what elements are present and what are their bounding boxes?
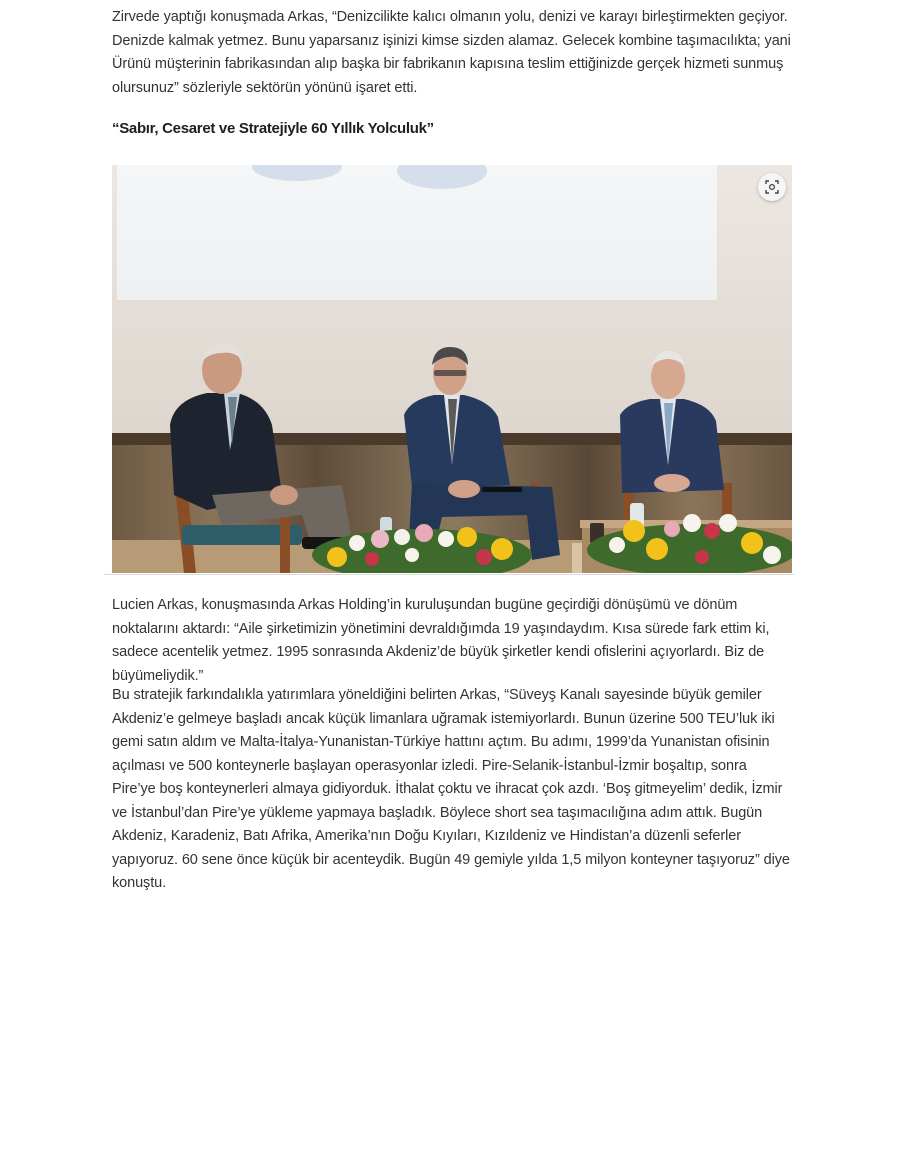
panel-photo-illustration bbox=[112, 165, 792, 573]
article-paragraph-3: Bu stratejik farkındalıkla yatırımlara yöneldiğini belirten Arkas, “Süveyş Kanalı sayesinde büyük gemiler Akdeniz’e gelmeye başladı ancak küçük limanlara uğramak istemiyorlardı. Bunun üzerine 500 TEU’luk iki gemi satın aldım ve Malta-İtalya-Yunanistan-Türkiye hattını açtım. Bu adımı, 1999’da Yunanistan ofisinin açılması ve 500 konteynerle başlayan operasyonlar izledi. Pire-Selanik-İstanbul-İzmir boşaltıp, sonra Pire’ye boş konteynerleri almaya gidiyorduk. İthalat çoktu ve ihracat çok azdı. ‘Boş gitmeyelim’ dedik, İzmir ve İstanbul’dan Pire’ye yükleme yapmaya başladık. Böylece short sea taşımacılığına adım attık. Bugün Akdeniz, Karadeniz, Batı Afrika, Amerika’nın Doğu Kıyıları, Kızıldeniz ve Hindistan’a düzenli seferler yapıyoruz. 60 sene önce küçük bir acenteydik. Bugün 49 gemiyle yılda 1,5 milyon konteyner taşıyoruz” diye konuştu. bbox=[112, 687, 790, 891]
article-paragraph-1: Zirvede yaptığı konuşmada Arkas, “Denizcilikte kalıcı olmanın yolu, denizi ve karayı birleştirmekten geçiyor. Denizde kalmak yetmez. Bunu yaparsanız işinizi kimse sizden alamaz. Gelecek kombine taşımacılıkta; yani Ürünü müşterinin fabrikasından alıp başka bir fabrikanın kapısına teslim ettiğinizde gerçek hizmeti sunmuş olursunuz” sözleriyle sektörün yönünü işaret etti. bbox=[112, 9, 791, 96]
photo-zoom-button[interactable] bbox=[758, 173, 786, 201]
article-photo bbox=[112, 165, 792, 573]
focus-zoom-icon bbox=[765, 180, 779, 194]
photo-divider bbox=[104, 574, 794, 575]
article-paragraph-2: Lucien Arkas, konuşmasında Arkas Holding’in kuruluşundan bugüne geçirdiği dönüşümü ve dönüm noktalarını aktardı: “Aile şirketimizin yönetimini devraldığımda 19 yaşındaydım. Kısa sürede fark ettim ki, sadece acentelik yetmez. 1995 sonrasında Akdeniz’de büyük şirketler kendi ofislerini açıyorlardı. Biz de büyümeliydik.” bbox=[112, 597, 770, 684]
section-subtitle: “Sabır, Cesaret ve Stratejiyle 60 Yıllık Yolculuk” bbox=[112, 120, 434, 137]
